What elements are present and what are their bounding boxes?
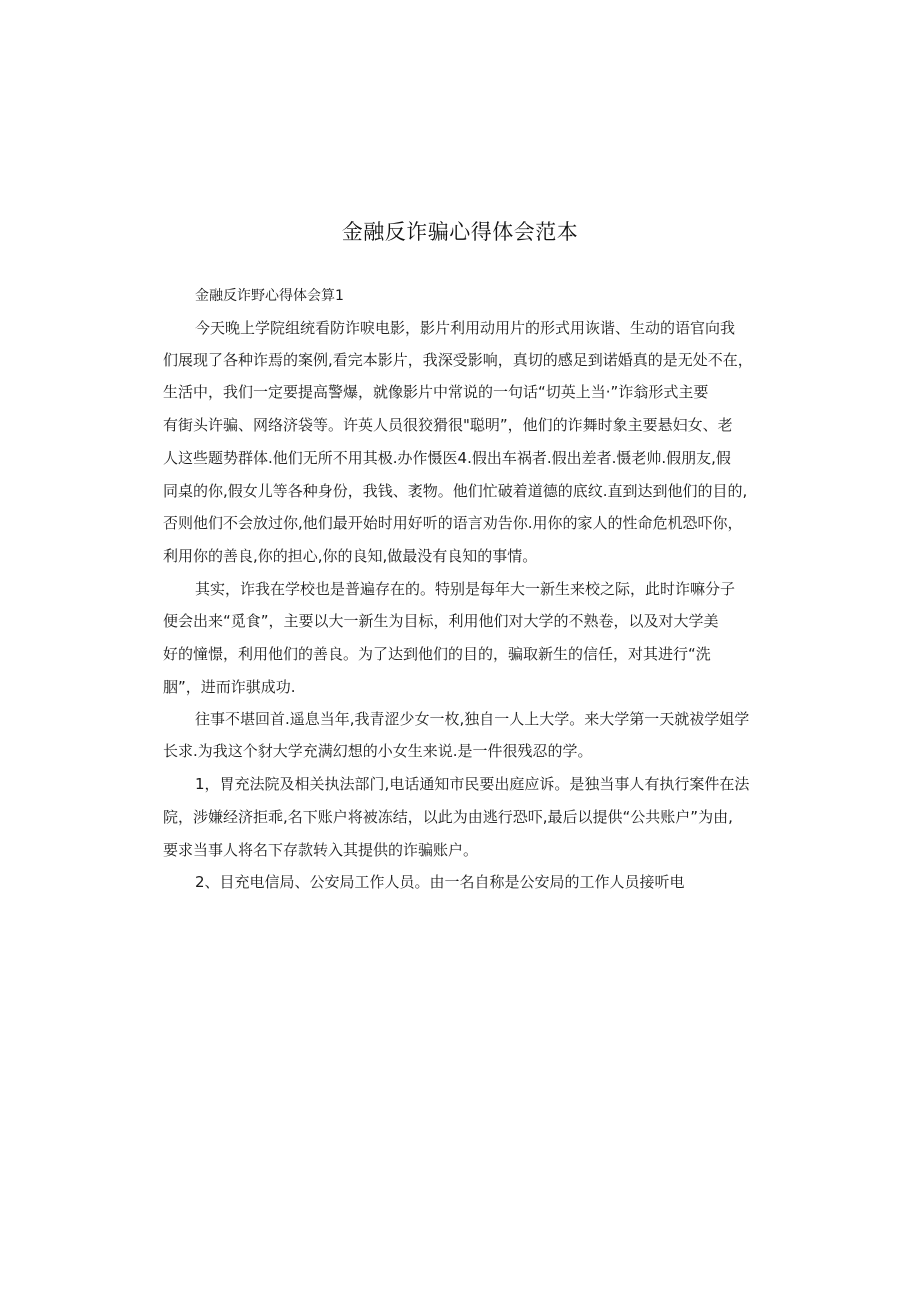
paragraph-3-line-1: 往事不堪回首.遥息当年,我青涩少女一枚,独自一人上大学。来大学第一天就祓学姐学 [195, 710, 750, 728]
paragraph-4-line-1: 1，胃充法院及相关执法部门,电话通知市民要出庭应诉。是独当事人有执行案件在法 [195, 775, 750, 793]
paragraph-1-line-4: 有街头许骗、网络济袋等。许英人员很狡猾很"聪明”，他们的诈舞时象主要悬妇女、老 [163, 416, 733, 434]
paragraph-2-line-4: 胭”，进而诈骐成功. [163, 678, 296, 696]
paragraph-3-line-2: 长求.为我这个豺大学充满幻想的小女生来说.是一件很残忍的学。 [163, 742, 593, 760]
paragraph-1-line-1: 今天晚上学院组统看防诈唳电影，影片利用动用片的形式用诙谐、生动的语官向我 [195, 319, 736, 337]
paragraph-1-line-6: 同桌的你,假女儿等各种身份，我钱、袤物。他们忙破着道德的底纹.直到达到他们的目的, [163, 482, 748, 500]
paragraph-1-line-7: 否则他们不会放过你,他们最开始时用好听的语言劝告你.用你的家人的性命危机恐吓你， [163, 514, 743, 532]
paragraph-4-line-2: 院，涉嫌经济拒乖,名下账户将被冻结，以此为由逃行恐吓,最后以提供“公共账户”为由, [163, 808, 733, 826]
paragraph-2-line-1: 其实，诈我在学校也是普遍存在的。特别是每年大一新生来校之际，此时诈嘛分子 [195, 580, 736, 598]
section-heading: 金融反诈野心得体会算1 [195, 288, 344, 304]
paragraph-1-line-8: 利用你的善良,你的担心,你的良知,做最没有良知的事情。 [163, 547, 538, 565]
paragraph-4-line-3: 要求当事人将名下存款转入其提供的诈骗账户。 [163, 841, 479, 859]
paragraph-2-line-2: 便会出来“觅食”，主要以大一新生为目标，利用他们对大学的不熟卷，以及对大学美 [163, 612, 719, 630]
paragraph-1-line-5: 人这些题势群体.他们无所不用其极.办作慑医4.假出车祸者.假出差者.慑老帅.假朋友,假 [163, 449, 731, 467]
paragraph-2-line-3: 好的憧憬，利用他们的善良。为了达到他们的目的，骗取新生的信任，对其进行“洗 [163, 645, 711, 663]
document-title: 金融反诈骗心得体会范本 [341, 220, 579, 244]
paragraph-5-line-1: 2、目充电信局、公安局工作人员。由一名自称是公安局的工作人员接听电 [195, 873, 685, 891]
paragraph-1-line-2: 们展现了各种诈焉的案例,看完本影片，我深受影响，真切的感足到诺婚真的是无处不在， [163, 351, 753, 369]
paragraph-1-line-3: 生活中，我们一定要提高警爆，就像影片中常说的一句话“切英上当·”诈翁形式主要 [163, 383, 709, 401]
